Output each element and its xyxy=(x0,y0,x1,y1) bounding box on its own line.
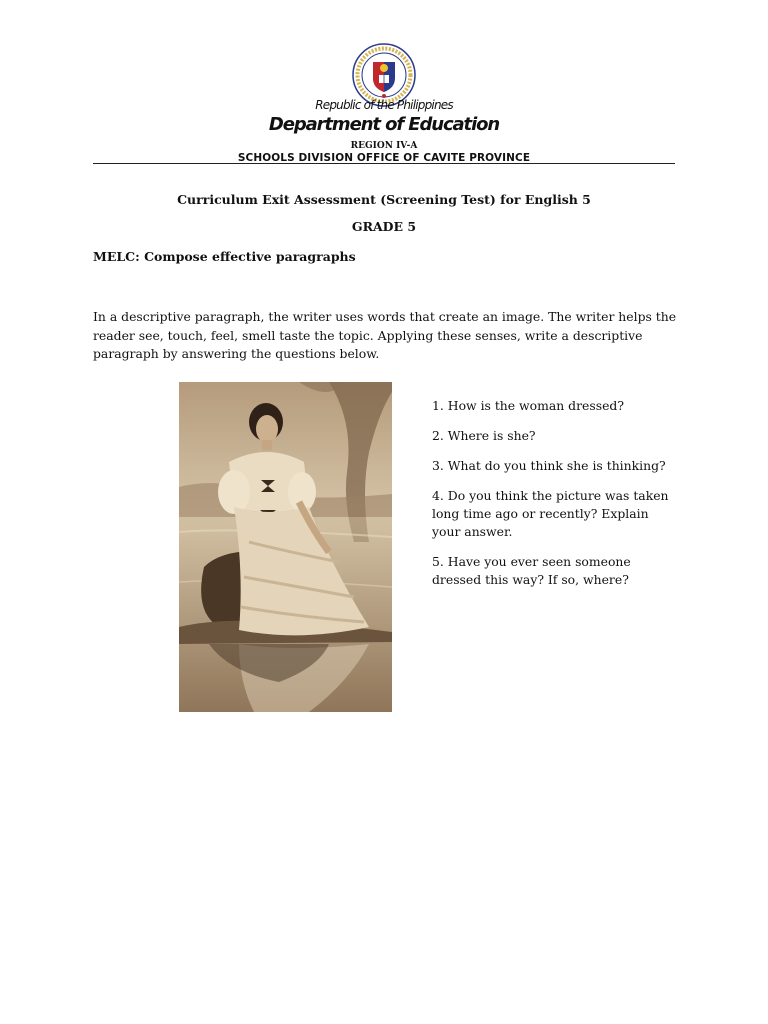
republic-label: Republic of the Philippines xyxy=(315,98,453,112)
assessment-title: Curriculum Exit Assessment (Screening Test) for English 5 xyxy=(177,192,591,207)
vintage-woman-photo xyxy=(179,382,392,712)
question-item: 2. Where is she? xyxy=(432,428,536,443)
question-item: 5. Have you ever seen someone dressed this way? If so, where? xyxy=(432,554,631,587)
division-label: SCHOOLS DIVISION OFFICE OF CAVITE PROVINCE xyxy=(237,152,531,164)
department-title: Department of Education xyxy=(268,114,500,135)
melc-label: MELC: Compose effective paragraphs xyxy=(93,249,356,264)
questions-list xyxy=(432,397,672,601)
instructions-paragraph: In a descriptive paragraph, the writer uses words that create an image. The writer helps the reader see, touch, feel, smell taste the topic. Applying these senses, write a descriptive paragraph by answering the questions below. xyxy=(93,309,677,361)
grade-label: GRADE 5 xyxy=(351,219,417,234)
header-divider xyxy=(93,163,675,164)
question-item: 1. How is the woman dressed? xyxy=(432,398,624,413)
question-item: 3. What do you think she is thinking? xyxy=(432,458,666,473)
region-label: REGION IV-A xyxy=(350,141,418,151)
question-item: 4. Do you think the picture was taken long time ago or recently? Explain your answer. xyxy=(432,488,669,539)
